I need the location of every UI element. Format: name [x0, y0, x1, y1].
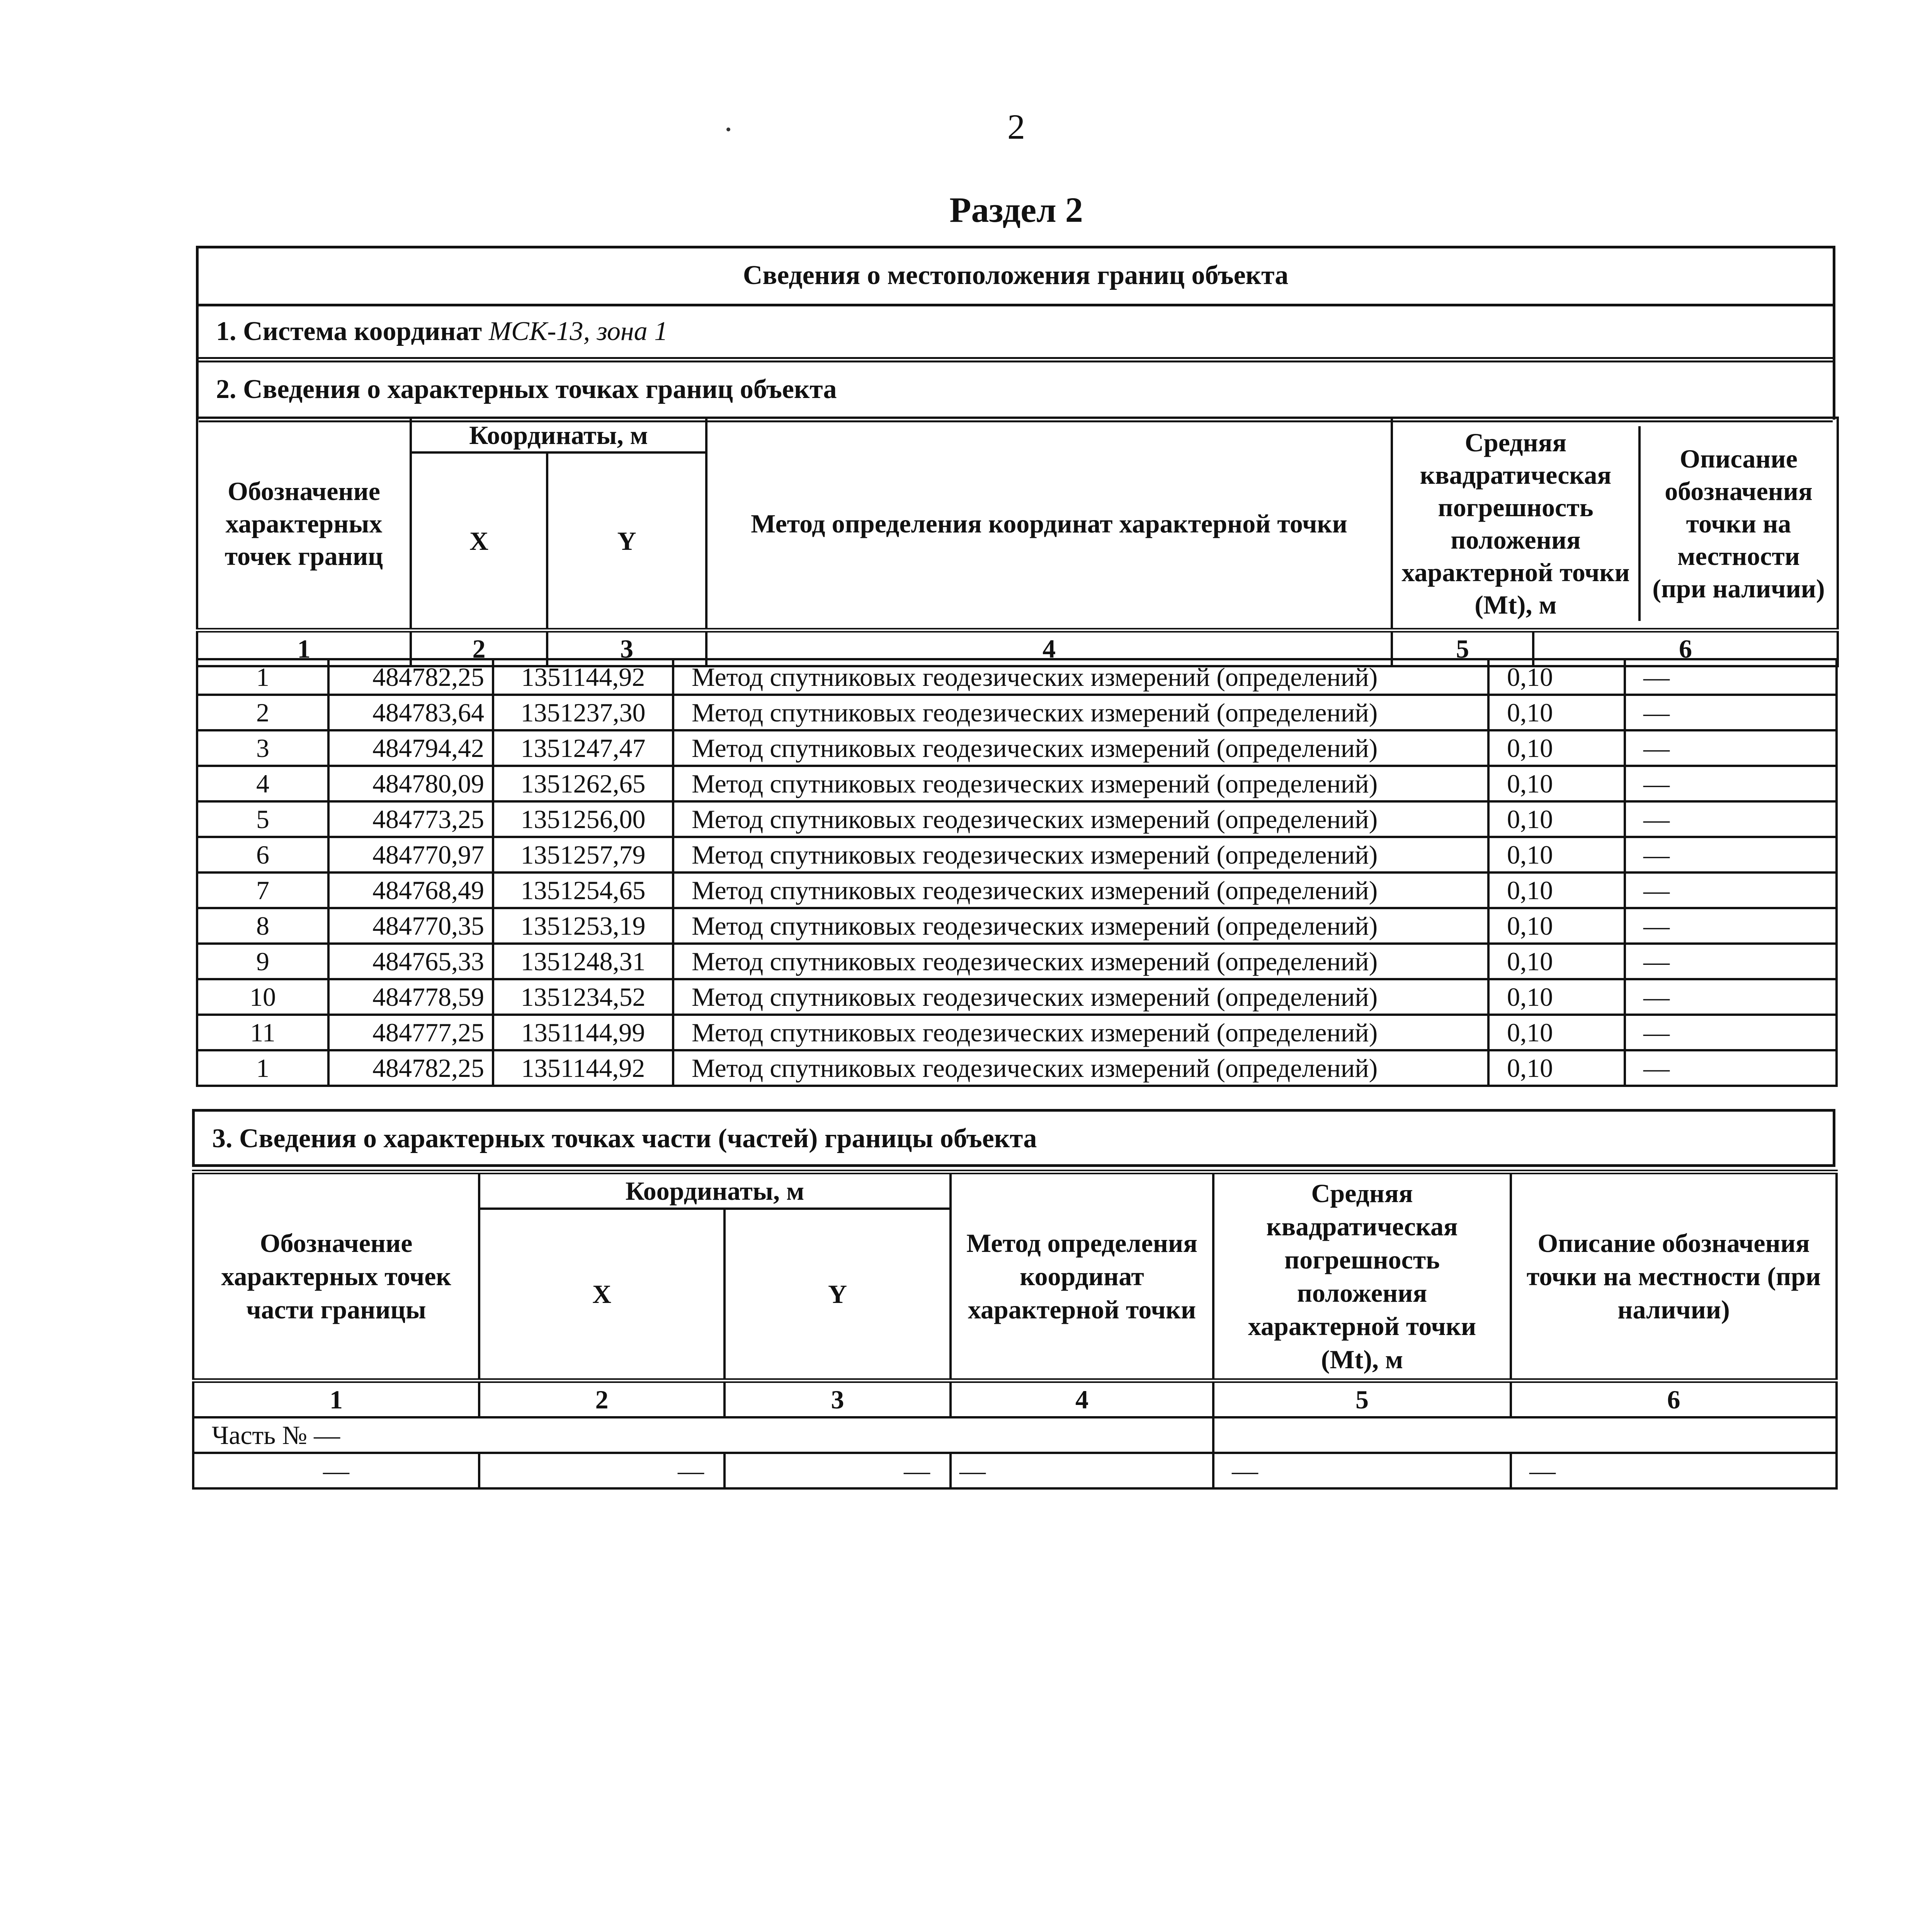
point-x: 484782,25	[328, 1050, 493, 1086]
point-x: 484770,35	[328, 908, 493, 944]
point-x: 484780,09	[328, 766, 493, 801]
point-error: 0,10	[1488, 659, 1625, 695]
point-number: 9	[197, 944, 328, 979]
point-method: Метод спутниковых геодезических измерений (определений)	[673, 872, 1488, 908]
point-method: Метод спутниковых геодезических измерений (определений)	[673, 979, 1488, 1015]
points-row	[197, 695, 1837, 730]
points-section-title-row	[199, 362, 1833, 422]
parts-section-title-box	[192, 1109, 1835, 1167]
col-num-4: 4	[706, 630, 1392, 666]
parts-empty-cell-6: —	[1511, 1453, 1837, 1488]
point-method: Метод спутниковых геодезических измерений (определений)	[673, 801, 1488, 837]
point-number: 2	[197, 695, 328, 730]
point-description: —	[1625, 872, 1837, 908]
block-title: Сведения о местоположения границ объекта	[743, 260, 1289, 290]
header-method: Метод определения координат характерной точки	[706, 418, 1392, 630]
point-description: —	[1625, 1050, 1837, 1086]
point-error: 0,10	[1488, 872, 1625, 908]
parts-table-header	[193, 1172, 1837, 1209]
point-error: 0,10	[1488, 695, 1625, 730]
points-table-header	[197, 418, 1838, 452]
points-row	[197, 872, 1837, 908]
point-description: —	[1625, 730, 1837, 766]
point-number: 5	[197, 801, 328, 837]
points-row	[197, 944, 1837, 979]
point-y: 1351254,65	[493, 872, 673, 908]
parts-empty-cell-1: —	[193, 1453, 479, 1488]
parts-col-num-2: 2	[479, 1381, 725, 1417]
parts-empty-cell-2: —	[479, 1453, 725, 1488]
parts-part-row	[193, 1417, 1837, 1453]
point-description: —	[1625, 908, 1837, 944]
col-num-1: 1	[197, 630, 411, 666]
points-row	[197, 801, 1837, 837]
point-error: 0,10	[1488, 944, 1625, 979]
point-error: 0,10	[1488, 979, 1625, 1015]
point-x: 484770,97	[328, 837, 493, 872]
parts-col-numbers	[193, 1381, 1837, 1417]
point-method: Метод спутниковых геодезических измерений (определений)	[673, 695, 1488, 730]
point-y: 1351247,47	[493, 730, 673, 766]
parts-empty-cell-4: —	[951, 1453, 1213, 1488]
point-description: —	[1625, 659, 1837, 695]
points-body	[197, 659, 1837, 1086]
parts-part-empty	[1213, 1417, 1837, 1453]
point-error: 0,10	[1488, 730, 1625, 766]
point-x: 484773,25	[328, 801, 493, 837]
point-y: 1351234,52	[493, 979, 673, 1015]
parts-col-num-5: 5	[1213, 1381, 1511, 1417]
point-number: 3	[197, 730, 328, 766]
point-y: 1351257,79	[493, 837, 673, 872]
point-y: 1351253,19	[493, 908, 673, 944]
point-y: 1351144,99	[493, 1015, 673, 1050]
point-error: 0,10	[1488, 1050, 1625, 1086]
point-x: 484794,42	[328, 730, 493, 766]
point-y: 1351248,31	[493, 944, 673, 979]
points-row	[197, 1050, 1837, 1086]
page-number: 2	[1007, 107, 1025, 146]
parts-header-coords: Координаты, м	[479, 1172, 951, 1209]
point-x: 484783,64	[328, 695, 493, 730]
point-error: 0,10	[1488, 766, 1625, 801]
point-number: 7	[197, 872, 328, 908]
parts-col-num-4: 4	[951, 1381, 1213, 1417]
section-title: Раздел 2	[949, 190, 1083, 230]
parts-col-num-1: 1	[193, 1381, 479, 1417]
point-x: 484765,33	[328, 944, 493, 979]
points-section-title: 2. Сведения о характерных точках границ объекта	[216, 374, 837, 404]
point-number: 4	[197, 766, 328, 801]
parts-col-num-3: 3	[725, 1381, 951, 1417]
parts-empty-cell-5: —	[1213, 1453, 1511, 1488]
point-number: 1	[197, 659, 328, 695]
point-description: —	[1625, 695, 1837, 730]
parts-header-x: X	[479, 1209, 725, 1381]
parts-header-designation: Обозначение характерных точек части границы	[193, 1172, 479, 1381]
points-row	[197, 766, 1837, 801]
header-error: Средняя квадратическая погрешность положения характерной точки (Mt), м	[1393, 426, 1641, 621]
point-description: —	[1625, 979, 1837, 1015]
points-row	[197, 979, 1837, 1015]
header-coords: Координаты, м	[411, 418, 706, 452]
parts-empty-cell-3: —	[725, 1453, 951, 1488]
header-description: Описание обозначения точки на местности (при наличии)	[1652, 444, 1825, 603]
point-y: 1351237,30	[493, 695, 673, 730]
point-description: —	[1625, 766, 1837, 801]
point-method: Метод спутниковых геодезических измерений (определений)	[673, 944, 1488, 979]
point-x: 484768,49	[328, 872, 493, 908]
col-num-5: 5	[1393, 633, 1534, 665]
parts-col-num-6: 6	[1511, 1381, 1837, 1417]
coord-system-label: 1. Система координат	[216, 316, 482, 346]
points-row	[197, 659, 1837, 695]
header-x: X	[411, 452, 547, 630]
point-number: 10	[197, 979, 328, 1015]
point-method: Метод спутниковых геодезических измерений (определений)	[673, 766, 1488, 801]
point-y: 1351144,92	[493, 659, 673, 695]
coord-system-row	[199, 306, 1833, 362]
col-num-2: 2	[411, 630, 547, 666]
points-row	[197, 1015, 1837, 1050]
scan-speck	[726, 128, 730, 131]
parts-empty-row	[193, 1453, 1837, 1488]
points-row	[197, 908, 1837, 944]
point-description: —	[1625, 1015, 1837, 1050]
point-description: —	[1625, 801, 1837, 837]
point-description: —	[1625, 944, 1837, 979]
points-row	[197, 837, 1837, 872]
point-y: 1351256,00	[493, 801, 673, 837]
points-row	[197, 730, 1837, 766]
parts-header-y: Y	[725, 1209, 951, 1381]
point-method: Метод спутниковых геодезических измерений (определений)	[673, 1015, 1488, 1050]
parts-part-label: Часть № —	[193, 1417, 1213, 1453]
parts-table	[192, 1170, 1838, 1490]
block-title-row	[199, 248, 1833, 306]
point-method: Метод спутниковых геодезических измерений (определений)	[673, 1050, 1488, 1086]
point-method: Метод спутниковых геодезических измерений (определений)	[673, 730, 1488, 766]
object-boundary-block	[196, 246, 1835, 420]
point-number: 8	[197, 908, 328, 944]
point-y: 1351144,92	[493, 1050, 673, 1086]
coord-system-value: МСК-13, зона 1	[488, 316, 668, 346]
point-number: 1	[197, 1050, 328, 1086]
point-method: Метод спутниковых геодезических измерений (определений)	[673, 837, 1488, 872]
point-x: 484778,59	[328, 979, 493, 1015]
points-table	[196, 417, 1839, 667]
point-error: 0,10	[1488, 1015, 1625, 1050]
points-data-table	[196, 658, 1838, 1087]
header-y: Y	[547, 452, 706, 630]
header-right-group	[1392, 418, 1838, 630]
point-error: 0,10	[1488, 801, 1625, 837]
header-designation: Обозначение характерных точек границ	[197, 418, 411, 630]
point-description: —	[1625, 837, 1837, 872]
parts-section-title: 3. Сведения о характерных точках части (частей) границы объекта	[212, 1124, 1037, 1153]
parts-header-error: Средняя квадратическая погрешность положения характерной точки (Mt), м	[1213, 1172, 1511, 1381]
point-y: 1351262,65	[493, 766, 673, 801]
point-method: Метод спутниковых геодезических измерений (определений)	[673, 659, 1488, 695]
point-x: 484777,25	[328, 1015, 493, 1050]
point-x: 484782,25	[328, 659, 493, 695]
parts-header-method: Метод определения координат характерной точки	[951, 1172, 1213, 1381]
point-number: 6	[197, 837, 328, 872]
col-num-3: 3	[547, 630, 706, 666]
parts-header-description: Описание обозначения точки на местности (при наличии)	[1511, 1172, 1837, 1381]
point-error: 0,10	[1488, 908, 1625, 944]
point-number: 11	[197, 1015, 328, 1050]
point-method: Метод спутниковых геодезических измерений (определений)	[673, 908, 1488, 944]
point-error: 0,10	[1488, 837, 1625, 872]
col-num-6: 6	[1679, 634, 1692, 663]
